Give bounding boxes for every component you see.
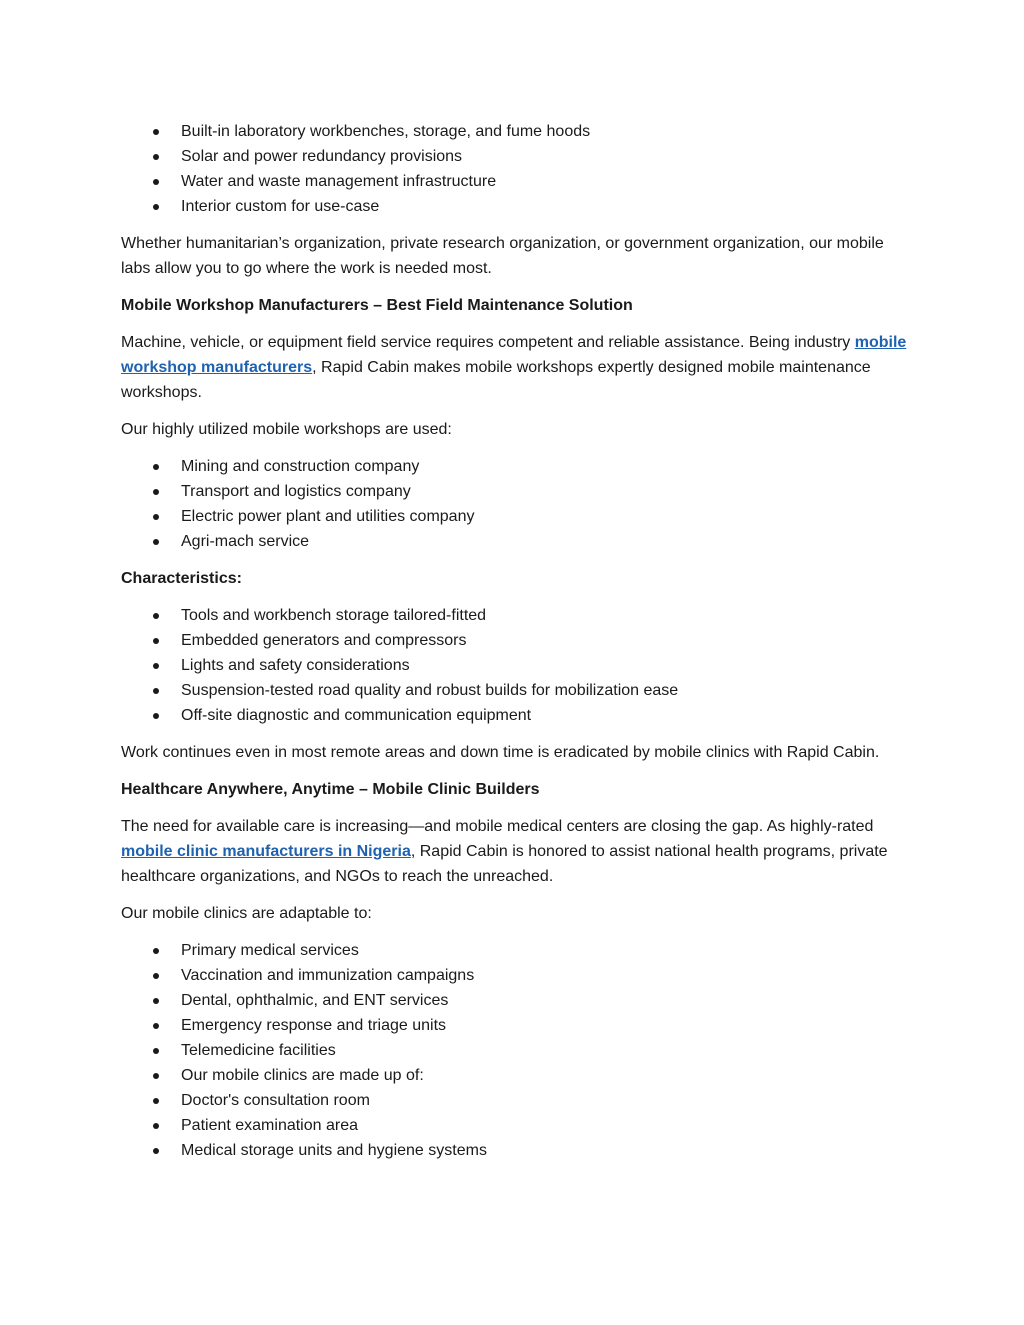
document-page (121, 119, 911, 1175)
bullet-icon (153, 1148, 159, 1154)
list-item: Agri-mach service (121, 529, 911, 554)
clinic-uses-intro: Our mobile clinics are adaptable to: (121, 905, 372, 922)
list-item: Lights and safety considerations (121, 653, 911, 678)
bullet-icon (153, 713, 159, 719)
characteristics-list (121, 603, 911, 728)
list-item: Solar and power redundancy provisions (121, 144, 911, 169)
list-item: Doctor's consultation room (121, 1088, 911, 1113)
list-item: Medical storage units and hygiene systems (121, 1138, 911, 1163)
bullet-icon (153, 1023, 159, 1029)
bullet-icon (153, 154, 159, 160)
list-item: Emergency response and triage units (121, 1013, 911, 1038)
bullet-icon (153, 1048, 159, 1054)
list-item: Patient examination area (121, 1113, 911, 1138)
list-item: Telemedicine facilities (121, 1038, 911, 1063)
remote-areas-paragraph: Work continues even in most remote areas and down time is eradicated by mobile clinics with Rapid Cabin. (121, 744, 880, 761)
workshop-heading: Mobile Workshop Manufacturers – Best Field Maintenance Solution (121, 297, 633, 314)
bullet-icon (153, 688, 159, 694)
bullet-icon (153, 998, 159, 1004)
bullet-icon (153, 613, 159, 619)
clinic-heading: Healthcare Anywhere, Anytime – Mobile Clinic Builders (121, 781, 540, 798)
list-item: Electric power plant and utilities company (121, 504, 911, 529)
bullet-icon (153, 514, 159, 520)
bullet-icon (153, 129, 159, 135)
workshop-uses-list (121, 454, 911, 554)
list-item: Primary medical services (121, 938, 911, 963)
bullet-icon (153, 1098, 159, 1104)
list-item: Vaccination and immunization campaigns (121, 963, 911, 988)
list-item: Our mobile clinics are made up of: (121, 1063, 911, 1088)
list-item: Suspension-tested road quality and robust builds for mobilization ease (121, 678, 911, 703)
list-item: Dental, ophthalmic, and ENT services (121, 988, 911, 1013)
bullet-icon (153, 204, 159, 210)
bullet-icon (153, 539, 159, 545)
mobile-workshop-link[interactable]: mobile workshop manufacturers (121, 334, 907, 376)
mobile-clinic-link[interactable]: mobile clinic manufacturers in Nigeria (121, 843, 411, 860)
list-item: Built-in laboratory workbenches, storage, and fume hoods (121, 119, 911, 144)
bullet-icon (153, 948, 159, 954)
bullet-icon (153, 489, 159, 495)
workshop-paragraph: Machine, vehicle, or equipment field service requires competent and reliable assistance. Being industry mobile workshop manufacturers, Rapid Cabin makes mobile workshops expertly designed mobile maintenance workshops. (121, 334, 907, 401)
bullet-icon (153, 1073, 159, 1079)
bullet-icon (153, 973, 159, 979)
list-item: Embedded generators and compressors (121, 628, 911, 653)
bullet-icon (153, 464, 159, 470)
list-item: Interior custom for use-case (121, 194, 911, 219)
bullet-icon (153, 1123, 159, 1129)
bullet-icon (153, 179, 159, 185)
clinic-services-list (121, 938, 911, 1163)
list-item: Mining and construction company (121, 454, 911, 479)
workshop-uses-intro: Our highly utilized mobile workshops are used: (121, 421, 452, 438)
lab-features-list (121, 119, 911, 219)
characteristics-heading: Characteristics: (121, 570, 242, 587)
list-item: Water and waste management infrastructure (121, 169, 911, 194)
clinic-paragraph: The need for available care is increasing—and mobile medical centers are closing the gap. As highly-rated mobile clinic manufacturers in Nigeria, Rapid Cabin is honored to assist national health programs, private healthcare organizations, and NGOs to reach the unreached. (121, 818, 888, 885)
list-item: Off-site diagnostic and communication equipment (121, 703, 911, 728)
bullet-icon (153, 663, 159, 669)
bullet-icon (153, 638, 159, 644)
mobile-labs-paragraph: Whether humanitarian’s organization, private research organization, or government organization, our mobile labs allow you to go where the work is needed most. (121, 235, 884, 277)
list-item: Tools and workbench storage tailored-fitted (121, 603, 911, 628)
list-item: Transport and logistics company (121, 479, 911, 504)
